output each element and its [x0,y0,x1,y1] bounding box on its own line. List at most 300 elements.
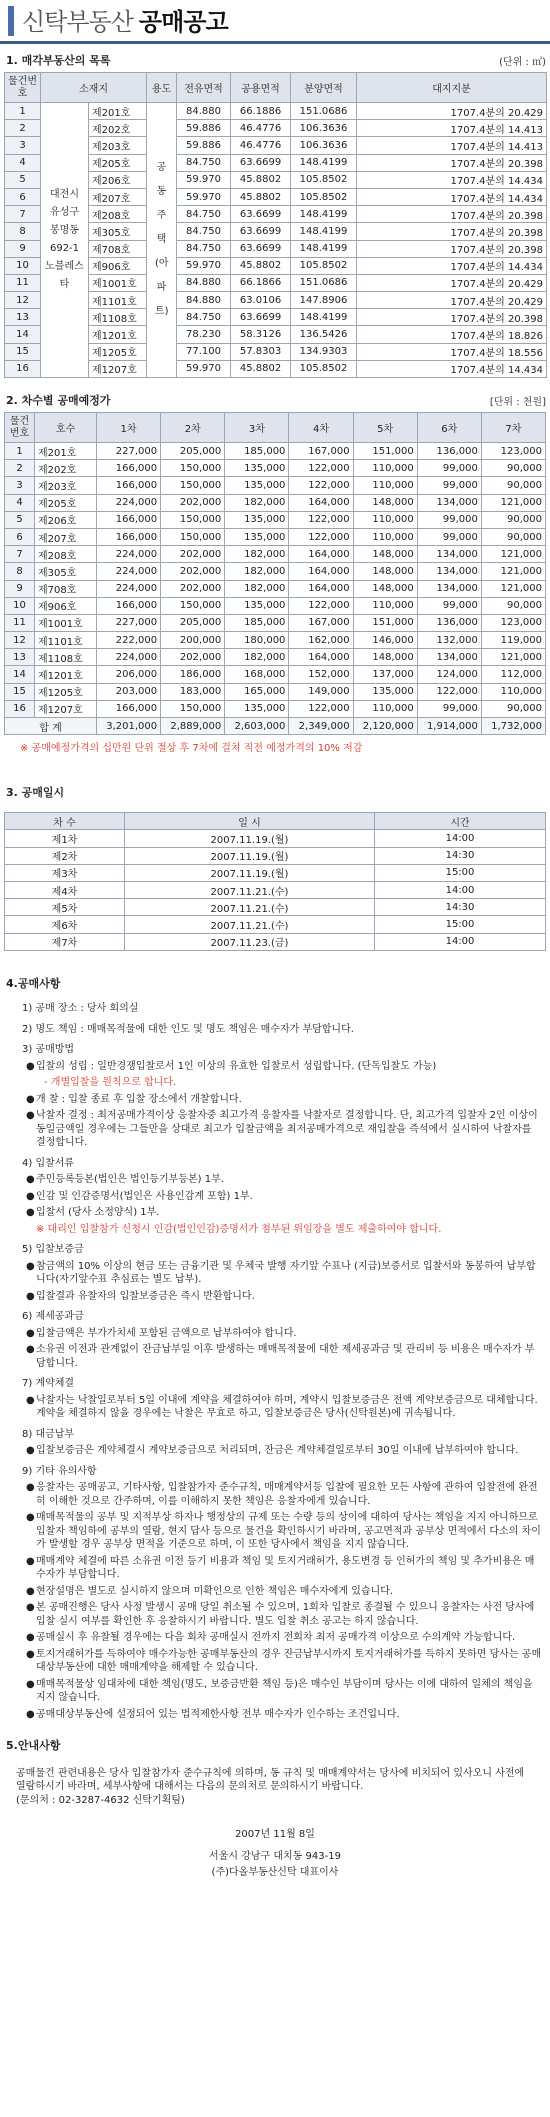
bullet: ● 낙찰자는 낙찰일로부터 5일 이내에 계약을 체결하여야 하며, 계약시 입찰보증금은 전액 계약보증금으로 대체합니다. 계약을 체결하지 않을 경우에는 낙찰은 무효로 하고, 입찰보증금은 당사(신탁원본)에 귀속됩니다. [26,1394,538,1420]
row-number: 4 [5,154,41,171]
price-cell: 134,000 [417,649,481,666]
row-number: 15 [5,683,35,700]
date-cell: 2007.11.21.(수) [125,881,375,898]
col-header: 호수 [35,413,97,443]
price-cell: 110,000 [353,528,417,545]
price-cell: 135,000 [225,700,289,717]
price-cell: 134,000 [417,546,481,563]
price-cell: 166,000 [97,511,161,528]
price-cell: 164,000 [289,494,353,511]
row-number: 8 [5,563,35,580]
price-cell: 148,000 [353,649,417,666]
unit-cell: 제206호 [35,511,97,528]
common-area: 46.4776 [231,120,291,137]
price-cell: 124,000 [417,666,481,683]
price-cell: 206,000 [97,666,161,683]
price-cell: 166,000 [97,528,161,545]
table-row [5,546,546,563]
table-row [5,460,546,477]
price-cell: 166,000 [97,700,161,717]
section1-unit: (단위 : ㎡) [499,57,546,68]
item-location: 1) 공매 장소 : 당사 회의실 [22,1003,139,1015]
price-cell: 99,000 [417,511,481,528]
round-cell: 제3차 [5,864,125,881]
price-cell: 132,000 [417,632,481,649]
price-cell: 202,000 [161,649,225,666]
table-row [5,881,546,898]
col-header: 소재지 [41,73,147,103]
table-row [5,700,546,717]
exclusive-area: 84.880 [177,274,231,291]
price-cell: 110,000 [353,511,417,528]
price-cell: 110,000 [353,460,417,477]
col-header: 7차 [481,413,545,443]
section4-title: 4.공매사항 [6,976,61,990]
unit-cell: 제1207호 [89,360,147,377]
bullet: ● 낙찰자 결정 : 최저공매가격이상 응찰자중 최고가격 응찰자를 낙찰자로 결정합니다. 단, 최고가격 입찰자 2인 이상이 동일금액일 경우에는 그들만을 상대로 최고가 입찰금액을 최저공매가격으로 재입찰을 즉석에서 실시하여 낙찰자를 결정합니다. [26,1110,538,1149]
price-cell: 148,000 [353,580,417,597]
schedule-table-header [5,813,546,830]
total-cell: 1,914,000 [417,718,481,735]
time-cell: 14:00 [375,830,546,847]
land-share: 1707.4분의 14.434 [357,188,547,205]
row-number: 14 [5,666,35,683]
section2-title: 2. 차수별 공매예정가 [6,394,111,407]
bullet-text: 매매목적물의 공부 및 지적부상 하자나 행정상의 규제 또는 수량 등의 상이에 대하여 당사는 책임을 지지 아니하므로 입찰자 책임하에 공부의 열람, 현지 답사 등으로 물건을 확인하시기 바라며, 공고면적과 공부상 면적에서 다소의 차이가 발생할 경우 공부상 면적을 기준으로 하며, 이 또한 당사에서 책임을 지지 않습니다. [36,1512,541,1551]
sale-area: 151.0686 [291,103,357,120]
property-table [4,72,547,378]
price-cell: 134,000 [417,580,481,597]
time-cell: 14:30 [375,847,546,864]
land-share: 1707.4분의 14.413 [357,137,547,154]
price-cell: 134,000 [417,494,481,511]
price-cell: 205,000 [161,443,225,460]
col-header: 공용면적 [231,73,291,103]
round-cell: 제2차 [5,847,125,864]
footer-address: 서울시 강남구 대치동 943-19 [209,1851,341,1863]
exclusive-area: 59.970 [177,257,231,274]
row-number: 3 [5,137,41,154]
price-cell: 183,000 [161,683,225,700]
land-share: 1707.4분의 20.398 [357,223,547,240]
section4 [0,951,550,1722]
price-cell: 164,000 [289,580,353,597]
sale-area: 148.4199 [291,240,357,257]
price-cell: 122,000 [289,700,353,717]
col-header: 2차 [161,413,225,443]
exclusive-area: 59.970 [177,188,231,205]
time-cell: 14:30 [375,899,546,916]
land-share: 1707.4분의 18.556 [357,343,547,360]
bullet-text: 입찰보증금은 계약체결시 계약보증금으로 처리되며, 잔금은 계약체결일로부터 30일 이내에 납부하여야 합니다. [36,1445,519,1457]
price-cell: 134,000 [417,563,481,580]
unit-cell: 제203호 [35,477,97,494]
unit-cell: 제207호 [89,188,147,205]
page-main-title: 공매공고 [138,8,228,36]
price-cell: 200,000 [161,632,225,649]
price-cell: 222,000 [97,632,161,649]
date-cell: 2007.11.21.(수) [125,916,375,933]
bullet-text: 주민등록등본(법인은 법인등기부등본) 1부. [36,1174,224,1186]
row-number: 5 [5,171,41,188]
price-cell: 135,000 [225,460,289,477]
price-cell: 146,000 [353,632,417,649]
row-number: 2 [5,120,41,137]
bullet-text: 참금액의 10% 이상의 현금 또는 금융기관 및 우체국 발행 자기앞 수표나 (지급)보증서로 입찰서와 동봉하여 납부합니다(자기앞수표 추심료는 별도 납부). [36,1260,536,1286]
price-cell: 202,000 [161,494,225,511]
bullet: ● 입찰보증금은 계약체결시 계약보증금으로 처리되며, 잔금은 계약체결일로부터 30일 이내에 납부하여야 합니다. [26,1445,519,1457]
unit-cell: 제1201호 [35,666,97,683]
price-cell: 224,000 [97,494,161,511]
price-cell: 166,000 [97,460,161,477]
sale-area: 148.4199 [291,223,357,240]
bullet-text: 매매목적물상 임대차에 대한 책임(명도, 보증금반환 책임 등)은 매수인 부담이며 당사는 이에 대하여 일체의 책임을 지지 않습니다. [36,1678,533,1704]
table-row [5,477,546,494]
section3-heading [0,784,550,800]
price-cell: 203,000 [97,683,161,700]
price-cell: 152,000 [289,666,353,683]
land-share: 1707.4분의 20.429 [357,103,547,120]
row-number: 1 [5,443,35,460]
price-cell: 182,000 [225,546,289,563]
section1-heading [0,52,550,68]
property-table-header [5,73,547,103]
bullet: ● 개 찰 : 입찰 종료 후 입찰 장소에서 개찰합니다. [26,1093,242,1105]
col-header: 시간 [375,813,546,830]
price-cell: 166,000 [97,597,161,614]
section2-unit: [단위 : 천원] [489,397,546,408]
total-row [5,718,546,735]
page-subtitle: 신탁부동산 [22,8,133,36]
price-cell: 150,000 [161,460,225,477]
sale-area: 148.4199 [291,309,357,326]
row-number: 10 [5,257,41,274]
round-cell: 제6차 [5,916,125,933]
common-area: 63.6699 [231,154,291,171]
price-cell: 110,000 [353,597,417,614]
price-cell: 164,000 [289,649,353,666]
land-share: 1707.4분의 20.398 [357,240,547,257]
item-payment: 8) 대금납부 [22,1428,75,1440]
common-area: 66.1866 [231,274,291,291]
sale-area: 105.8502 [291,188,357,205]
table-row [5,632,546,649]
row-number: 16 [5,360,41,377]
row-number: 13 [5,649,35,666]
total-cell: 2,349,000 [289,718,353,735]
unit-cell: 제708호 [35,580,97,597]
price-cell: 224,000 [97,580,161,597]
row-number: 8 [5,223,41,240]
exclusive-area: 77.100 [177,343,231,360]
price-cell: 123,000 [481,614,545,631]
bullet: ● 매매계약 체결에 따른 소유권 이전 등기 비용과 책임 및 토지거래허가, 용도변경 등 인허가의 책임 및 추가비용은 매수자가 부담합니다. [26,1555,535,1581]
table-row [5,899,546,916]
price-cell: 167,000 [289,614,353,631]
common-area: 46.4776 [231,137,291,154]
price-cell: 162,000 [289,632,353,649]
col-header: 차 수 [5,813,125,830]
bullet: ● 공매실시 후 유찰될 경우에는 다음 회차 공매실시 전까지 전회차 최저 공매가격 이상으로 수의계약 가능합니다. [26,1632,516,1644]
bullet-text: 본 공매진행은 당사 사정 발생시 공매 당일 취소될 수 있으며, 1회차 입찰로 종결될 수 있으니 응찰자는 사전 당사에 입찰 실시 여부를 확인한 후 응찰하시기 바랍니다. 별도 입찰 취소 공고는 하지 않습니다. [36,1602,535,1627]
sale-area: 105.8502 [291,171,357,188]
price-cell: 185,000 [225,443,289,460]
sale-area: 105.8502 [291,360,357,377]
unit-cell: 제1101호 [89,292,147,309]
bullet-text: 현장설명은 별도로 실시하지 않으며 미확인으로 인한 책임은 매수자에게 있습니다. [36,1585,394,1597]
common-area: 63.6699 [231,309,291,326]
common-area: 63.6699 [231,240,291,257]
col-header: 3차 [225,413,289,443]
unit-cell: 제906호 [35,597,97,614]
location-cell: 대전시 유성구 봉명동 692-1 노블레스타 [41,103,89,378]
price-cell: 135,000 [225,511,289,528]
bullet: ● 입찰금액은 부가가치세 포함된 금액으로 납부하여야 합니다. [26,1327,297,1339]
bullet: ● 본 공매진행은 당사 사정 발생시 공매 당일 취소될 수 있으며, 1회차 입찰로 종결될 수 있으니 응찰자는 사전 당사에 입찰 실시 여부를 확인한 후 응찰하시기 바랍니다. 별도 입찰 취소 공고는 하지 않습니다. [26,1602,535,1627]
row-number: 9 [5,580,35,597]
price-cell: 122,000 [289,477,353,494]
col-header: 용도 [147,73,177,103]
price-cell: 121,000 [481,649,545,666]
item-contract: 7) 계약체결 [22,1378,75,1390]
common-area: 45.8802 [231,171,291,188]
price-cell: 202,000 [161,563,225,580]
land-share: 1707.4분의 20.429 [357,292,547,309]
table-row [5,933,546,950]
sale-area: 106.3636 [291,120,357,137]
price-cell: 202,000 [161,546,225,563]
price-cell: 121,000 [481,580,545,597]
price-cell: 119,000 [481,632,545,649]
unit-cell: 제208호 [89,206,147,223]
common-area: 63.0106 [231,292,291,309]
sale-area: 148.4199 [291,154,357,171]
page-header [0,0,550,44]
price-cell: 182,000 [225,563,289,580]
common-area: 45.8802 [231,360,291,377]
sale-area: 147.8906 [291,292,357,309]
price-cell: 135,000 [353,683,417,700]
price-cell: 122,000 [289,460,353,477]
row-number: 12 [5,292,41,309]
exclusive-area: 59.886 [177,120,231,137]
table-row [5,580,546,597]
price-cell: 121,000 [481,563,545,580]
table-row [5,864,546,881]
time-cell: 14:00 [375,881,546,898]
price-cell: 227,000 [97,443,161,460]
bullet: ● 참금액의 10% 이상의 현금 또는 금융기관 및 우체국 발행 자기앞 수표나 (지급)보증서로 입찰서와 동봉하여 납부합니다(자기앞수표 추심료는 별도 납부). [26,1260,536,1286]
total-cell: 2,603,000 [225,718,289,735]
price-cell: 164,000 [289,546,353,563]
total-cell: 2,889,000 [161,718,225,735]
price-cell: 112,000 [481,666,545,683]
bullet-text: 공매실시 후 유찰될 경우에는 다음 회차 공매실시 전까지 전회차 최저 공매가격 이상으로 수의계약 가능합니다. [36,1632,516,1644]
price-cell: 99,000 [417,528,481,545]
bullet-text: 낙찰자는 낙찰일로부터 5일 이내에 계약을 체결하여야 하며, 계약시 입찰보증금은 전액 계약보증금으로 대체합니다. 계약을 체결하지 않을 경우에는 낙찰은 무효로 하고, 입찰보증금은 당사(신탁원본)에 귀속됩니다. [36,1394,538,1420]
col-header: 1차 [97,413,161,443]
price-cell: 224,000 [97,563,161,580]
exclusive-area: 84.750 [177,309,231,326]
row-number: 16 [5,700,35,717]
exclusive-area: 78.230 [177,326,231,343]
row-number: 12 [5,632,35,649]
bullet: ● 소유권 이전과 관계없이 잔금납부일 이후 발생하는 매매목적물에 대한 제세공과금 및 관리비 등 비용은 매수자가 부담합니다. [26,1344,535,1369]
bullet-text: 매매계약 체결에 따른 소유권 이전 등기 비용과 책임 및 토지거래허가, 용도변경 등 인허가의 책임 및 추가비용은 매수자가 부담합니다. [36,1555,535,1581]
section2-heading [0,392,550,408]
land-share: 1707.4분의 20.398 [357,309,547,326]
price-cell: 164,000 [289,563,353,580]
sale-area: 136.5426 [291,326,357,343]
unit-cell: 제1101호 [35,632,97,649]
bullet-text: 인감 및 인감증명서(법인은 사용인감계 포함) 1부. [36,1190,253,1202]
price-cell: 180,000 [225,632,289,649]
table-row [5,666,546,683]
price-cell: 150,000 [161,511,225,528]
bullet: ● 응찰자는 공매공고, 기타사항, 입찰참가자 준수규칙, 매매계약서등 입찰에 필요한 모든 사항에 관하여 입찰전에 완전히 이해한 것으로 간주하며, 이를 이해하지 못한 책임은 응찰자에게 있습니다. [26,1482,538,1507]
col-header: 물건번호 [5,413,35,443]
price-cell: 224,000 [97,649,161,666]
price-cell: 136,000 [417,614,481,631]
unit-cell: 제205호 [89,154,147,171]
common-area: 66.1886 [231,103,291,120]
bullet-text: 입찰결과 유찰자의 입찰보증금은 즉시 반환합니다. [36,1290,255,1302]
table-row [5,528,546,545]
bullet-text: 입찰의 성립 : 일반경쟁입찰로서 1인 이상의 유효한 입찰로서 성립합니다. (단독입찰도 가능) [36,1060,437,1072]
price-cell: 90,000 [481,460,545,477]
common-area: 57.8303 [231,343,291,360]
exclusive-area: 84.880 [177,103,231,120]
bullet-text: 낙찰자 결정 : 최저공매가격이상 응찰자중 최고가격 응찰자를 낙찰자로 결정합니다. 단, 최고가격 입찰자 2인 이상이 동일금액일 경우에는 그들만을 상대로 최고가 입찰금액을 최저공매가격으로 재입찰을 즉석에서 실시하여 낙찰자를 결정합니다. [36,1110,538,1149]
unit-cell: 제305호 [35,563,97,580]
col-header: 일 시 [125,813,375,830]
unit-cell: 제708호 [89,240,147,257]
row-number: 7 [5,206,41,223]
unit-cell: 제1207호 [35,700,97,717]
land-share: 1707.4분의 20.398 [357,154,547,171]
land-share: 1707.4분의 20.398 [357,206,547,223]
land-share: 1707.4분의 14.434 [357,360,547,377]
common-area: 45.8802 [231,188,291,205]
sale-area: 148.4199 [291,206,357,223]
exclusive-area: 59.886 [177,137,231,154]
price-cell: 165,000 [225,683,289,700]
col-header: 5차 [353,413,417,443]
bullet: ● 토지거래허가를 득하여야 매수가능한 공매부동산의 경우 잔금납부시까지 토지거래허가를 득하지 못하면 당사는 공매대상부동산에 대한 매매계약을 해제할 수 있습니다. [26,1648,542,1674]
round-cell: 제5차 [5,899,125,916]
total-cell: 1,732,000 [481,718,545,735]
exclusive-area: 59.970 [177,171,231,188]
common-area: 58.3126 [231,326,291,343]
price-cell: 122,000 [289,597,353,614]
documents-note: ※ 대리인 입찰참가 신청시 인감(법인인감)증명서가 첨부된 위임장을 별도 제출하여야 합니다. [36,1223,442,1235]
total-label: 합 계 [5,718,97,735]
price-cell: 202,000 [161,580,225,597]
price-cell: 148,000 [353,546,417,563]
price-cell: 110,000 [481,683,545,700]
price-cell: 227,000 [97,614,161,631]
price-table [4,412,546,735]
date-cell: 2007.11.19.(월) [125,830,375,847]
item-method: 3) 공매방법 [22,1044,75,1056]
unit-cell: 제206호 [89,171,147,188]
row-number: 14 [5,326,41,343]
bullet-text: 개 찰 : 입찰 종료 후 입찰 장소에서 개찰합니다. [36,1093,242,1105]
price-cell: 167,000 [289,443,353,460]
date-cell: 2007.11.21.(수) [125,899,375,916]
price-cell: 150,000 [161,477,225,494]
price-cell: 99,000 [417,477,481,494]
section5-title: 5.안내사항 [6,1739,61,1753]
price-cell: 186,000 [161,666,225,683]
sale-area: 106.3636 [291,137,357,154]
price-cell: 122,000 [417,683,481,700]
bullet: ● 현장설명은 별도로 실시하지 않으며 미확인으로 인한 책임은 매수자에게 있습니다. [26,1585,394,1597]
section5 [0,1721,550,1807]
table-row [5,683,546,700]
table-row [5,511,546,528]
price-cell: 150,000 [161,597,225,614]
bullet: ● 매매목적물의 공부 및 지적부상 하자나 행정상의 규제 또는 수량 등의 상이에 대하여 당사는 책임을 지지 아니하므로 입찰자 책임하에 공부의 열람, 현지 답사 등으로 물건을 확인하시기 바라며, 공고면적과 공부상 면적에서 다소의 차이가 발생할 경우 공부상 면적을 기준으로 하며, 이 또한 당사에서 책임을 지지 않습니다. [26,1512,541,1551]
price-cell: 135,000 [225,528,289,545]
row-number: 9 [5,240,41,257]
price-cell: 135,000 [225,597,289,614]
land-share: 1707.4분의 14.413 [357,120,547,137]
price-cell: 110,000 [353,700,417,717]
price-cell: 182,000 [225,580,289,597]
exclusive-area: 84.880 [177,292,231,309]
price-cell: 205,000 [161,614,225,631]
price-cell: 149,000 [289,683,353,700]
table-row [5,443,546,460]
sale-area: 134.9303 [291,343,357,360]
unit-cell: 제202호 [89,120,147,137]
price-cell: 90,000 [481,597,545,614]
section5-body: 공매물건 관련내용은 당사 입찰참가자 준수규칙에 의하며, 동 규칙 및 매매계약서는 당사에 비치되어 있사오니 사전에 열람하시기 바라며, 세부사항에 대해서는 다음의 문의처로 문의하시기 바랍니다. [16,1767,525,1793]
time-cell: 15:00 [375,916,546,933]
total-cell: 3,201,000 [97,718,161,735]
price-cell: 99,000 [417,460,481,477]
unit-cell: 제201호 [35,443,97,460]
header-accent-bar [8,6,14,36]
price-cell: 121,000 [481,494,545,511]
bullet: ● 입찰서 (당사 소정양식) 1부. [26,1207,160,1219]
price-cell: 148,000 [353,494,417,511]
unit-cell: 제906호 [89,257,147,274]
item-other: 9) 기타 유의사항 [22,1465,97,1477]
row-number: 1 [5,103,41,120]
unit-cell: 제205호 [35,494,97,511]
bullet-text: 공매대상부동산에 설정되어 있는 법적제한사항 전부 매수자가 인수하는 조건입니다. [36,1708,400,1720]
unit-cell: 제1205호 [35,683,97,700]
unit-cell: 제1108호 [89,309,147,326]
unit-cell: 제1001호 [89,274,147,291]
unit-cell: 제203호 [89,137,147,154]
bullet-text: 토지거래허가를 득하여야 매수가능한 공매부동산의 경우 잔금납부시까지 토지거래허가를 득하지 못하면 당사는 공매대상부동산에 대한 매매계약을 해제할 수 있습니다. [36,1648,542,1674]
table-row [5,847,546,864]
price-cell: 110,000 [353,477,417,494]
price-cell: 137,000 [353,666,417,683]
sale-area: 105.8502 [291,257,357,274]
round-cell: 제1차 [5,830,125,847]
table-row [5,563,546,580]
usage-cell: 공동주택(아파트) [147,103,177,378]
unit-cell: 제202호 [35,460,97,477]
price-note: ※ 공매예정가격의 십만원 단위 절상 후 7차에 걸쳐 직전 예정가격의 10% 저감 [20,743,363,755]
item-documents: 4) 입찰서류 [22,1157,75,1169]
exclusive-area: 59.970 [177,360,231,377]
col-header: 4차 [289,413,353,443]
